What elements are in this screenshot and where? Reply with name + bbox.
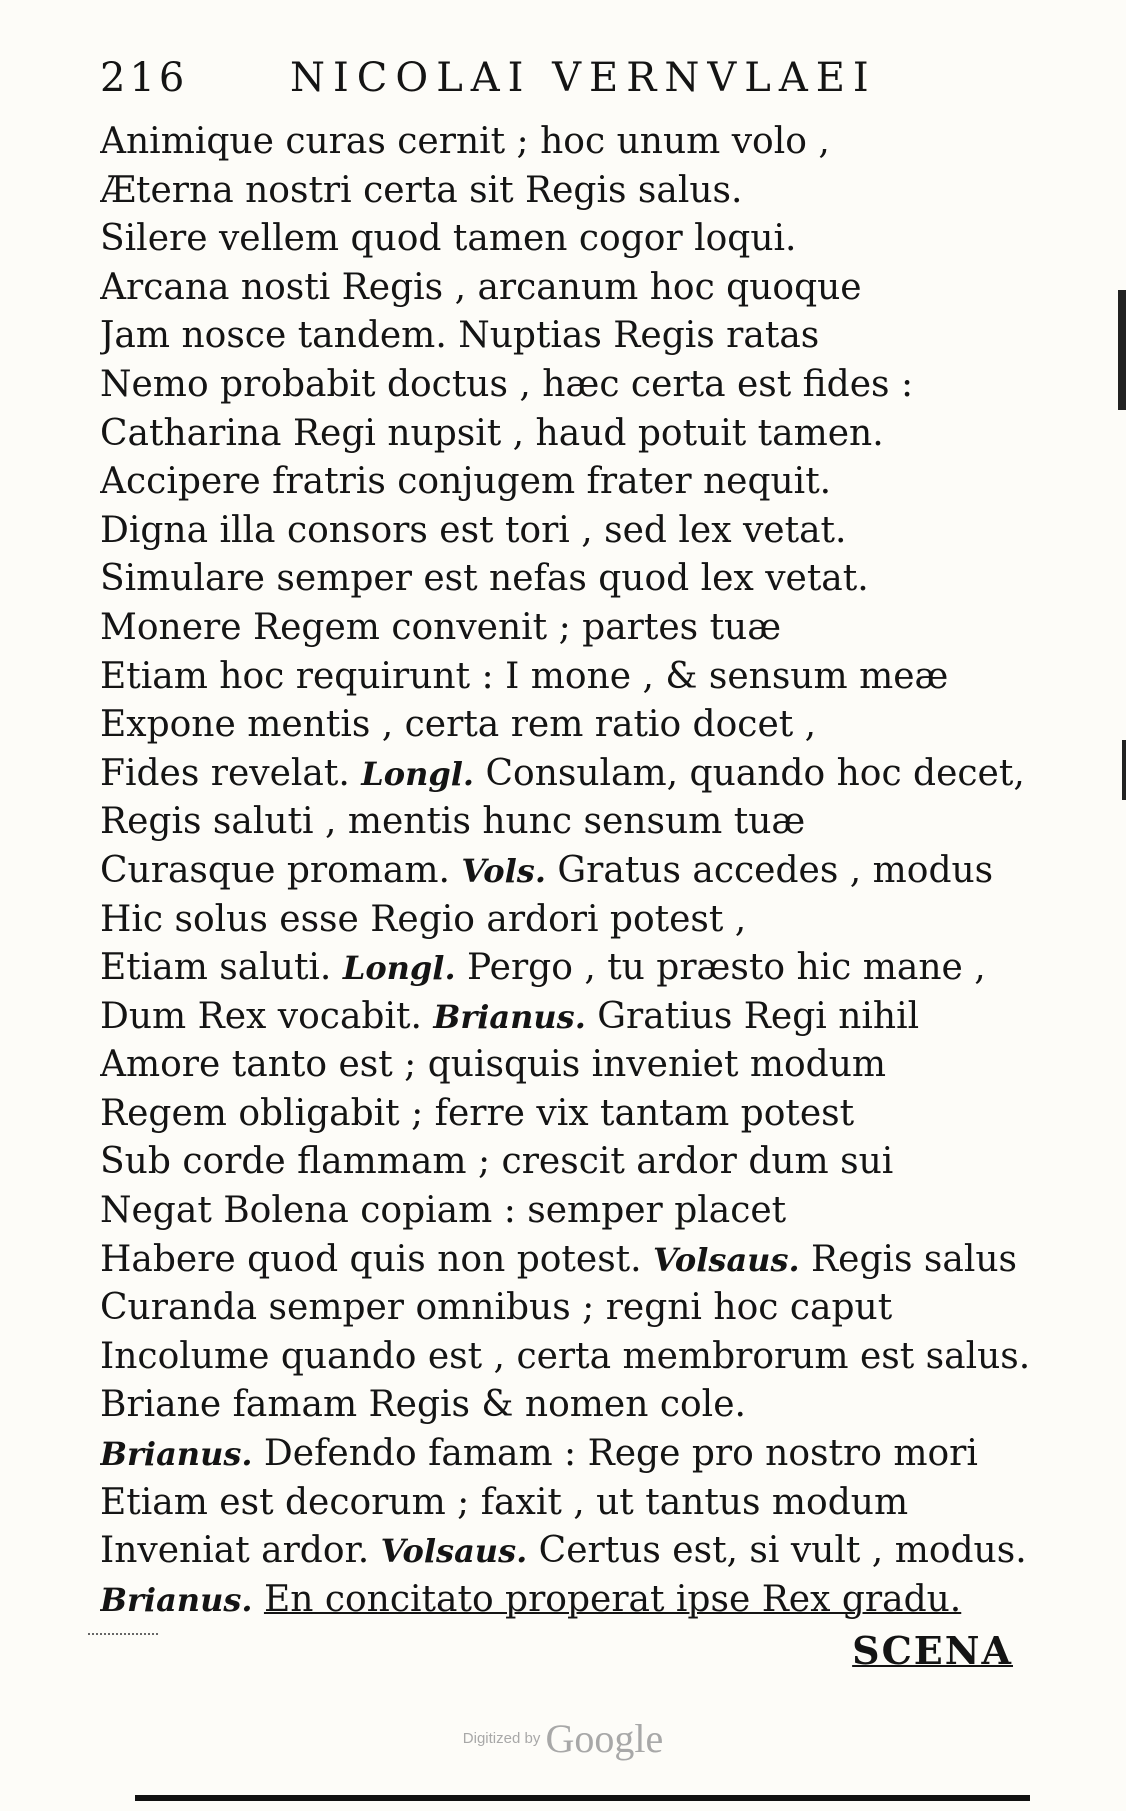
- line-text: Æterna nostri certa sit Regis salus.: [100, 169, 743, 211]
- verse-line: [100, 312, 1030, 361]
- verse-line: [100, 847, 1030, 896]
- line-text: Etiam hoc requirunt : I mone , & sensum meæ: [100, 655, 949, 697]
- verse-line: [100, 458, 1030, 507]
- speaker-name: Volsaus.: [653, 1240, 800, 1279]
- line-text: Expone mentis , certa rem ratio docet ,: [100, 704, 817, 746]
- verse-line: [100, 215, 1030, 264]
- line-text: Amore tanto est ; quisquis inveniet modum: [100, 1044, 887, 1086]
- line-text: Silere vellem quod tamen cogor loqui.: [100, 218, 797, 260]
- verse-line: [100, 507, 1030, 556]
- verse-line: [100, 1041, 1030, 1090]
- verse-line: [100, 410, 1030, 459]
- line-text: Arcana nosti Regis , arcanum hoc quoque: [100, 266, 862, 308]
- verse-line: [100, 896, 1030, 945]
- speaker-name: Brianus.: [433, 997, 586, 1036]
- verse-line: [100, 653, 1030, 702]
- verse-line: [100, 118, 1030, 167]
- verse-line: [100, 1138, 1030, 1187]
- verse-line: [100, 750, 1030, 799]
- line-text: Etiam est decorum ; faxit , ut tantus modum: [100, 1481, 909, 1523]
- speaker-name: Longl.: [342, 949, 456, 988]
- catchword: SCENA: [852, 1628, 1013, 1673]
- line-text: Accipere fratris conjugem frater nequit.: [100, 461, 832, 503]
- page-header: [100, 55, 1020, 110]
- verse-line: [100, 993, 1030, 1042]
- watermark-prefix: Digitized by: [462, 1730, 541, 1747]
- digitized-watermark: [0, 1715, 1126, 1762]
- line-text: Defendo famam : Rege pro nostro mori: [252, 1433, 978, 1475]
- line-text: Regis saluti , mentis hunc sensum tuæ: [100, 801, 806, 843]
- line-text: Regis salus: [799, 1238, 1018, 1280]
- google-logo: Google: [545, 1716, 664, 1761]
- line-text: Catharina Regi nupsit , haud potuit tamen.: [100, 412, 884, 454]
- page-edge-mark: [1122, 740, 1126, 800]
- line-text: Digna illa consors est tori , sed lex vetat.: [100, 509, 847, 551]
- speaker-name: Longl.: [361, 754, 475, 793]
- verse-text: [100, 118, 1030, 1624]
- verse-line: [100, 167, 1030, 216]
- line-text: En concitato properat ipse Rex gradu.: [263, 1578, 962, 1620]
- verse-line: [100, 944, 1030, 993]
- line-text: Curasque promam.: [100, 849, 462, 891]
- verse-line: [100, 798, 1030, 847]
- line-text: Hic solus esse Regio ardori potest ,: [100, 898, 747, 940]
- page-edge-mark: [1118, 290, 1126, 410]
- verse-line: [100, 1381, 1030, 1430]
- verse-line: [100, 1187, 1030, 1236]
- dotted-rule: [88, 1633, 158, 1635]
- line-text: Simulare semper est nefas quod lex vetat.: [100, 558, 869, 600]
- line-text: Gratus accedes , modus: [545, 849, 994, 891]
- line-text: Inveniat ardor.: [100, 1530, 381, 1572]
- line-text: Certus est, si vult , modus.: [527, 1530, 1027, 1572]
- line-text: Fides revelat.: [100, 752, 362, 794]
- verse-line: [100, 1430, 1030, 1479]
- line-text: [252, 1579, 263, 1620]
- verse-line: [100, 701, 1030, 750]
- verse-line: [100, 1090, 1030, 1139]
- line-text: Negat Bolena copiam : semper placet: [100, 1190, 787, 1232]
- line-text: Monere Regem convenit ; partes tuæ: [100, 606, 782, 648]
- line-text: Consulam, quando hoc decet,: [474, 752, 1025, 794]
- bottom-edge-bar: [135, 1795, 1030, 1801]
- speaker-name: Vols.: [461, 851, 546, 890]
- verse-line: [100, 1576, 1030, 1625]
- line-text: Etiam saluti.: [100, 947, 343, 989]
- verse-line: [100, 555, 1030, 604]
- line-text: Regem obligabit ; ferre vix tantam potest: [100, 1092, 855, 1134]
- page-number: 216: [100, 55, 189, 101]
- line-text: Curanda semper omnibus ; regni hoc caput: [100, 1287, 893, 1329]
- verse-line: [100, 604, 1030, 653]
- verse-line: [100, 1333, 1030, 1382]
- running-head: NICOLAI VERNVLAEI: [290, 55, 877, 101]
- verse-line: [100, 1479, 1030, 1528]
- line-text: Habere quod quis non potest.: [100, 1238, 654, 1280]
- line-text: Briane famam Regis & nomen cole.: [100, 1384, 746, 1426]
- line-text: Sub corde flammam ; crescit ardor dum sui: [100, 1141, 894, 1183]
- line-text: Nemo probabit doctus , hæc certa est fides :: [100, 363, 914, 405]
- verse-line: [100, 361, 1030, 410]
- line-text: Jam nosce tandem. Nuptias Regis ratas: [100, 315, 820, 357]
- line-text: Incolume quando est , certa membrorum est salus.: [100, 1335, 1030, 1377]
- line-text: Dum Rex vocabit.: [100, 995, 434, 1037]
- speaker-name: Brianus.: [100, 1435, 253, 1474]
- verse-line: [100, 1527, 1030, 1576]
- speaker-name: Brianus.: [100, 1580, 253, 1619]
- speaker-name: Volsaus.: [380, 1532, 528, 1571]
- line-text: Pergo , tu præsto hic mane ,: [455, 947, 986, 989]
- verse-line: [100, 1284, 1030, 1333]
- line-text: Gratius Regi nihil: [585, 995, 920, 1037]
- verse-line: [100, 264, 1030, 313]
- line-text: Animique curas cernit ; hoc unum volo ,: [100, 121, 830, 162]
- verse-line: [100, 1236, 1030, 1285]
